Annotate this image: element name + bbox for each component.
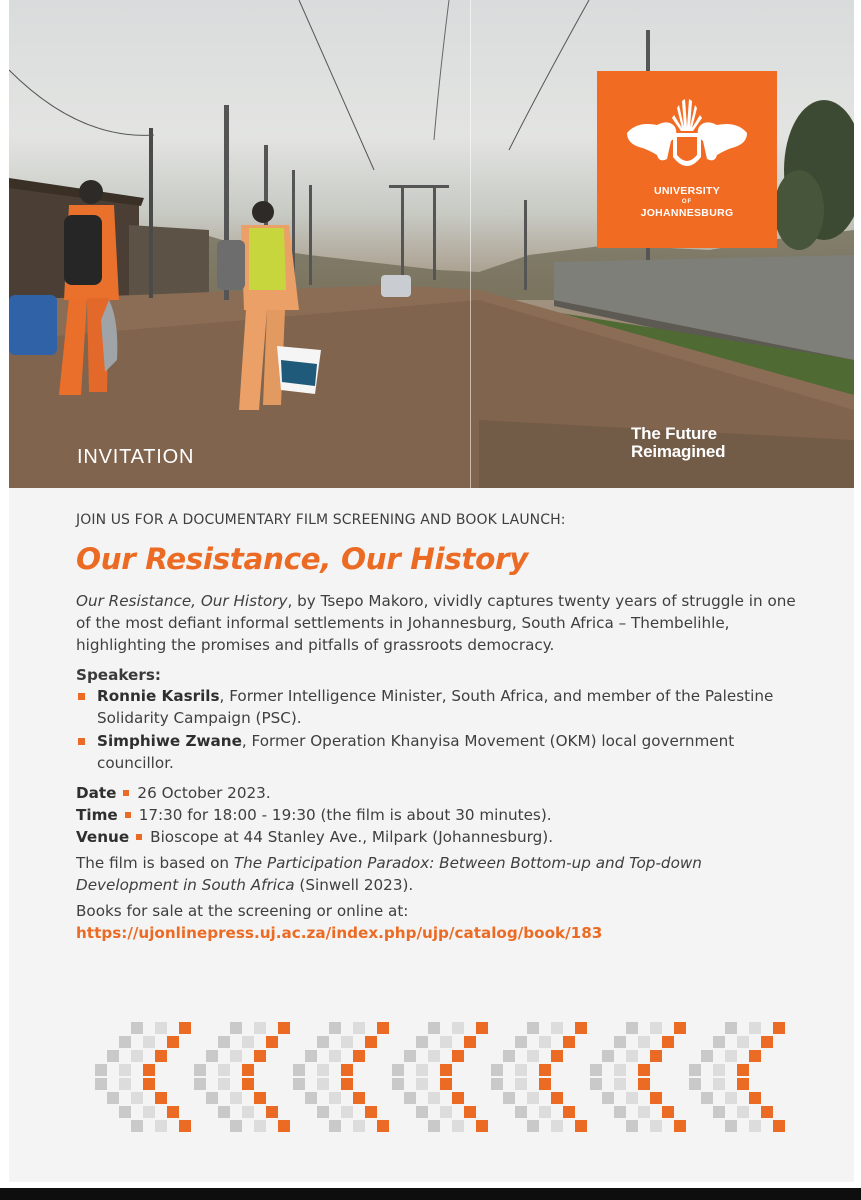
emblem-icon [597,71,777,248]
pattern-cell-light [254,1022,266,1034]
pattern-cell-orange [773,1022,785,1034]
pattern-cell-grey [725,1120,737,1132]
speaker-name: Simphiwe Zwane [97,732,242,750]
pattern-cell-grey [95,1078,107,1090]
pattern-cell-orange [539,1064,551,1076]
speakers-heading: Speakers: [76,666,161,684]
pattern-cell-light [155,1022,167,1034]
date-label: Date [76,784,117,802]
venue-row [76,826,796,848]
pattern-cell-light [452,1120,464,1132]
pattern-cell-orange [155,1092,167,1104]
pattern-cell-grey [107,1050,119,1062]
pattern-cell-grey [527,1022,539,1034]
pattern-cell-orange [242,1064,254,1076]
bullet-icon [78,693,85,700]
pattern-cell-light [155,1120,167,1132]
books-prefix: Books for sale at the screening or online at: [76,902,409,920]
pattern-cell-grey [713,1036,725,1048]
pattern-cell-grey [131,1022,143,1034]
event-title: Our Resistance, Our History [76,542,528,576]
pattern-cell-orange [476,1022,488,1034]
pattern-cell-grey [527,1120,539,1132]
pattern-cell-grey [725,1022,737,1034]
pattern-cell-orange [179,1120,191,1132]
time-row [76,804,796,826]
pattern-cell-grey [95,1064,107,1076]
pattern-cell-light [317,1078,329,1090]
speaker-name: Ronnie Kasrils [97,687,220,705]
pattern-cell-light [440,1106,452,1118]
pattern-cell-orange [464,1036,476,1048]
pattern-cell-light [650,1022,662,1034]
pattern-cell-grey [590,1078,602,1090]
speaker-item [76,730,796,774]
pattern-cell-grey [392,1064,404,1076]
pattern-cell-orange [737,1064,749,1076]
pattern-cell-light [119,1078,131,1090]
pattern-cell-light [119,1064,131,1076]
pattern-cell-light [527,1092,539,1104]
pattern-cell-orange [266,1106,278,1118]
pattern-cell-grey [404,1092,416,1104]
pattern-cell-orange [143,1078,155,1090]
pattern-cell-orange [254,1050,266,1062]
bullet-icon [125,812,131,818]
pattern-cell-grey [416,1106,428,1118]
pattern-cell-grey [131,1120,143,1132]
pattern-cell-grey [428,1120,440,1132]
pattern-cell-light [725,1092,737,1104]
pattern-cell-grey [218,1106,230,1118]
pattern-cell-light [626,1092,638,1104]
event-kicker: JOIN US FOR A DOCUMENTARY FILM SCREENING AND BOOK LAUNCH: [76,512,566,528]
pattern-cell-orange [749,1092,761,1104]
photo-divider [470,0,471,488]
pattern-cell-grey [119,1106,131,1118]
books-sale-note [76,900,796,944]
pattern-cell-orange [575,1120,587,1132]
pattern-cell-light [638,1106,650,1118]
event-details [76,782,796,848]
pattern-cell-light [341,1106,353,1118]
pattern-cell-light [143,1106,155,1118]
pattern-cell-grey [107,1092,119,1104]
university-logo [597,71,777,248]
pattern-cell-grey [701,1092,713,1104]
pattern-cell-light [428,1050,440,1062]
pattern-cell-grey [293,1078,305,1090]
pattern-cell-grey [602,1092,614,1104]
pattern-cell-light [614,1064,626,1076]
pattern-cell-orange [377,1022,389,1034]
speaker-role: , Former Operation Khanyisa Movement (OKM) local government councillor. [97,732,735,772]
pattern-cell-light [440,1036,452,1048]
pattern-cell-grey [404,1050,416,1062]
pattern-cell-light [131,1050,143,1062]
pattern-cell-orange [638,1064,650,1076]
pattern-cell-orange [539,1078,551,1090]
pattern-cell-orange [761,1106,773,1118]
pattern-cell-light [242,1106,254,1118]
pattern-cell-grey [293,1064,305,1076]
pattern-cell-grey [329,1022,341,1034]
pattern-cell-grey [194,1078,206,1090]
pattern-cell-orange [452,1050,464,1062]
description-film-title: Our Resistance, Our History [76,592,288,610]
pattern-cell-light [713,1064,725,1076]
pattern-cell-light [416,1064,428,1076]
pattern-cell-orange [761,1036,773,1048]
pattern-cell-light [341,1036,353,1048]
pattern-cell-grey [317,1106,329,1118]
pattern-cell-grey [194,1064,206,1076]
pattern-cell-grey [317,1036,329,1048]
header-photo [9,0,854,488]
pattern-cell-grey [503,1050,515,1062]
pattern-cell-light [254,1120,266,1132]
pattern-cell-light [515,1064,527,1076]
pattern-cell-light [329,1050,341,1062]
pattern-cell-orange [341,1078,353,1090]
pattern-cell-light [230,1092,242,1104]
date-row [76,782,796,804]
pattern-cell-orange [464,1106,476,1118]
pattern-cell-grey [626,1022,638,1034]
invitation-card [9,0,854,1182]
pattern-cell-orange [773,1120,785,1132]
pattern-cell-grey [701,1050,713,1062]
pattern-cell-light [539,1036,551,1048]
pattern-cell-orange [563,1036,575,1048]
pattern-cell-orange [452,1092,464,1104]
pattern-cell-light [218,1064,230,1076]
pattern-cell-orange [254,1092,266,1104]
logo-text-university: UNIVERSITY [653,185,720,197]
logo-text-johannesburg: JOHANNESBURG [640,207,734,219]
venue-label: Venue [76,828,130,846]
pattern-cell-light [317,1064,329,1076]
pattern-cell-light [131,1092,143,1104]
catalog-link[interactable]: https://ujonlinepress.uj.ac.za/index.php/ujp/catalog/book/183 [76,924,603,942]
bullet-icon [123,790,129,796]
chevron-pattern [83,1022,803,1134]
pattern-cell-grey [515,1106,527,1118]
pattern-cell-light [230,1050,242,1062]
source-suffix: (Sinwell 2023). [294,876,414,894]
description-text: , by Tsepo Makoro, vividly captures twenty years of struggle in one of the most defiant informal settlements in Johannesburg, South Africa – Thembelihle, highlighting the promises and pitfalls of grassroots democracy. [76,592,796,654]
pattern-cell-grey [590,1064,602,1076]
tagline-line-1: The Future [631,424,717,443]
pattern-cell-orange [155,1050,167,1062]
pattern-cell-orange [353,1050,365,1062]
pattern-cell-orange [341,1064,353,1076]
pattern-cell-orange [674,1120,686,1132]
pattern-cell-orange [551,1092,563,1104]
pattern-cell-orange [563,1106,575,1118]
pattern-cell-grey [230,1022,242,1034]
pattern-cell-orange [662,1036,674,1048]
pattern-cell-light [749,1120,761,1132]
bullet-icon [136,834,142,840]
bottom-bar [0,1188,861,1200]
pattern-cell-grey [689,1078,701,1090]
pattern-cell-orange [242,1078,254,1090]
pattern-cell-orange [353,1092,365,1104]
logo-text-of: OF [681,199,693,205]
pattern-cell-light [242,1036,254,1048]
pattern-cell-grey [305,1050,317,1062]
pattern-cell-light [626,1050,638,1062]
pattern-cell-grey [206,1050,218,1062]
pattern-cell-light [725,1050,737,1062]
pattern-cell-light [650,1120,662,1132]
pattern-cell-light [329,1092,341,1104]
pattern-cell-orange [551,1050,563,1062]
pattern-cell-light [737,1036,749,1048]
pattern-cell-grey [491,1064,503,1076]
pattern-cell-light [353,1022,365,1034]
pattern-cell-grey [515,1036,527,1048]
bullet-icon [78,738,85,745]
pattern-cell-orange [650,1050,662,1062]
pattern-cell-grey [614,1106,626,1118]
pattern-cell-orange [737,1078,749,1090]
pattern-cell-orange [476,1120,488,1132]
pattern-cell-grey [218,1036,230,1048]
pattern-cell-light [749,1022,761,1034]
pattern-cell-orange [278,1120,290,1132]
pattern-cell-grey [614,1036,626,1048]
pattern-cell-orange [749,1050,761,1062]
venue-value: Bioscope at 44 Stanley Ave., Milpark (Johannesburg). [150,828,554,846]
pattern-cell-orange [440,1064,452,1076]
pattern-cell-grey [329,1120,341,1132]
tagline-line-2: Reimagined [631,442,726,461]
pattern-cell-orange [674,1022,686,1034]
pattern-cell-light [527,1050,539,1062]
tagline [631,425,725,461]
pattern-cell-grey [119,1036,131,1048]
pattern-cell-orange [365,1106,377,1118]
pattern-cell-grey [428,1022,440,1034]
pattern-cell-orange [266,1036,278,1048]
pattern-cell-orange [278,1022,290,1034]
pattern-cell-orange [179,1022,191,1034]
event-description [76,590,796,656]
pattern-cell-orange [575,1022,587,1034]
pattern-cell-grey [392,1078,404,1090]
pattern-cell-light [353,1120,365,1132]
source-prefix: The film is based on [76,854,234,872]
pattern-cell-grey [626,1120,638,1132]
pattern-cell-grey [230,1120,242,1132]
speaker-role: , Former Intelligence Minister, South Africa, and member of the Palestine Solidarity Campaign (PSC). [97,687,774,727]
pattern-cell-light [143,1036,155,1048]
pattern-cell-light [218,1078,230,1090]
pattern-cell-light [638,1036,650,1048]
pattern-cell-orange [662,1106,674,1118]
pattern-cell-grey [503,1092,515,1104]
pattern-cell-grey [602,1050,614,1062]
pattern-cell-light [452,1022,464,1034]
pattern-cell-light [428,1092,440,1104]
pattern-cell-orange [167,1036,179,1048]
pattern-cell-orange [167,1106,179,1118]
pattern-cell-orange [365,1036,377,1048]
pattern-cell-light [551,1022,563,1034]
pattern-cell-grey [416,1036,428,1048]
invitation-body [76,512,796,944]
pattern-cell-light [713,1078,725,1090]
pattern-cell-orange [440,1078,452,1090]
pattern-cell-light [551,1120,563,1132]
pattern-cell-orange [377,1120,389,1132]
date-value: 26 October 2023. [137,784,271,802]
source-book-note [76,852,796,896]
pattern-cell-light [737,1106,749,1118]
pattern-cell-light [539,1106,551,1118]
pattern-cell-light [416,1078,428,1090]
pattern-cell-light [614,1078,626,1090]
pattern-cell-grey [689,1064,701,1076]
pattern-cell-orange [650,1092,662,1104]
time-value: 17:30 for 18:00 - 19:30 (the film is about 30 minutes). [138,806,552,824]
pattern-cell-orange [638,1078,650,1090]
pattern-cell-light [515,1078,527,1090]
pattern-cell-grey [305,1092,317,1104]
pattern-cell-orange [143,1064,155,1076]
pattern-cell-grey [206,1092,218,1104]
source-book-title: The Participation Paradox: Between Bottom-up and Top-down Development in South Africa [76,854,702,894]
speaker-item [76,685,796,729]
pattern-cell-grey [713,1106,725,1118]
invitation-label: INVITATION [77,446,195,468]
time-label: Time [76,806,118,824]
pattern-cell-grey [491,1078,503,1090]
